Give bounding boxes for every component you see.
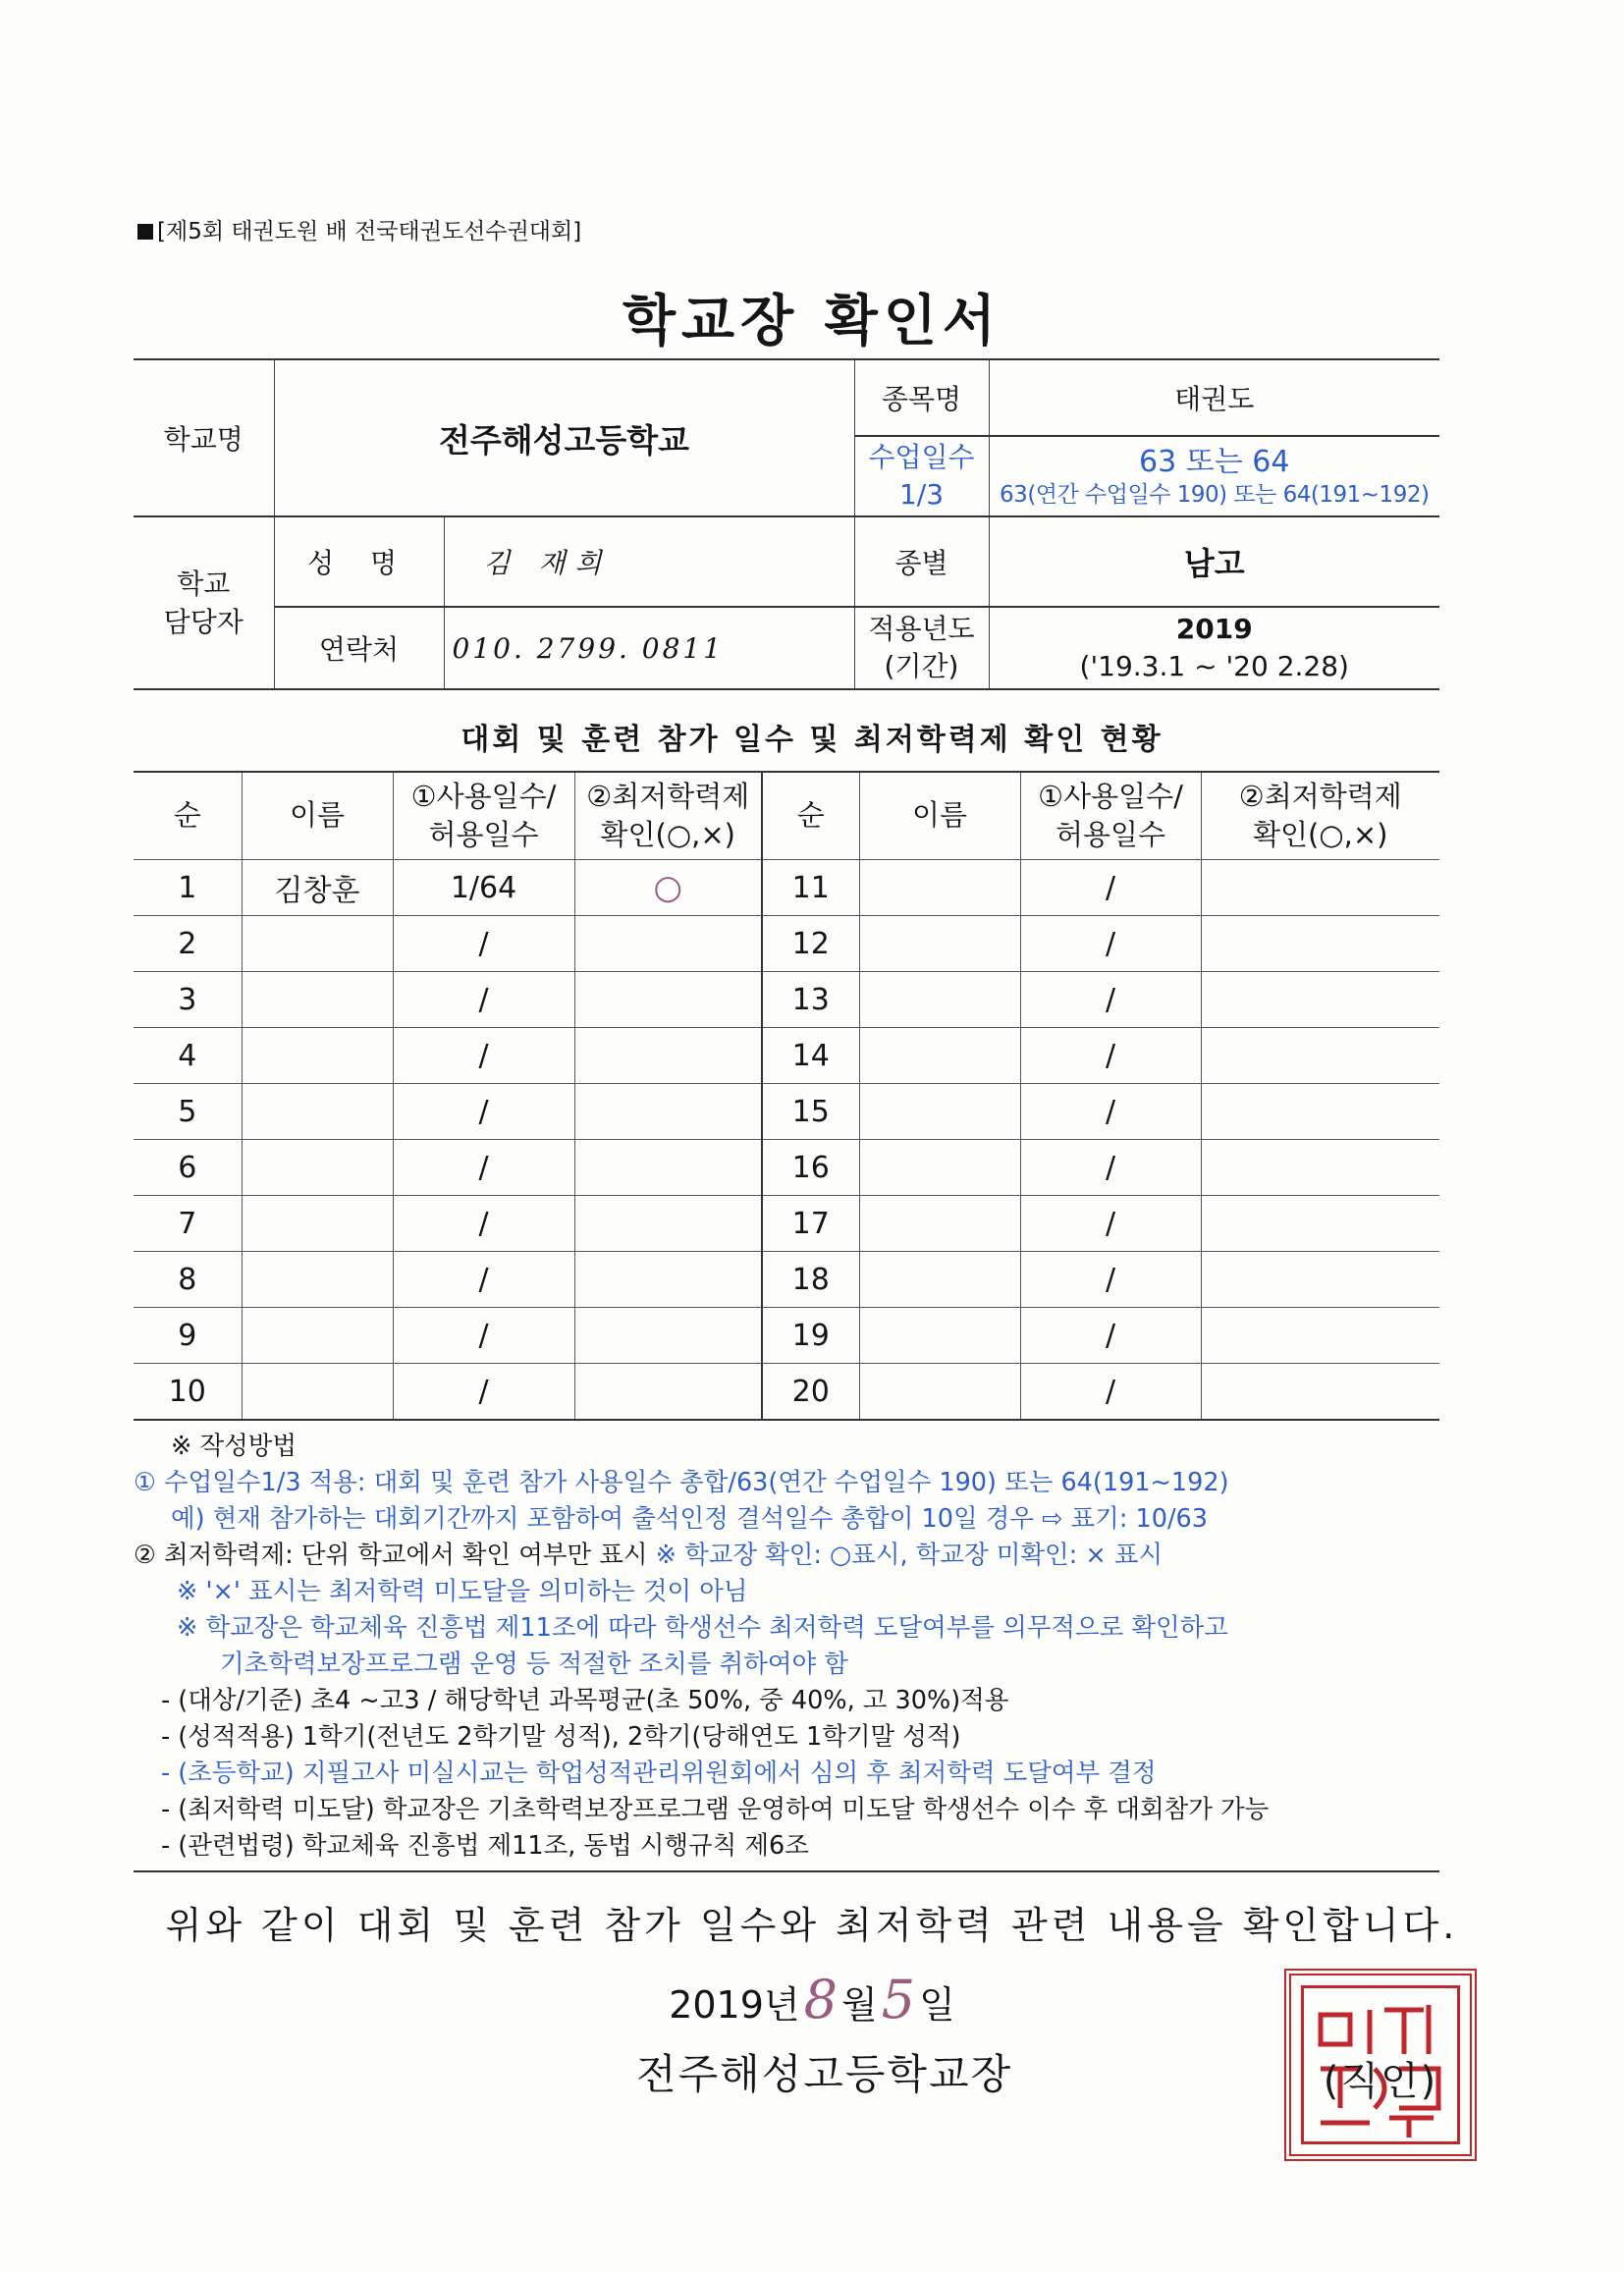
days-used: /: [1020, 1028, 1201, 1084]
instruction-line: - (대상/기준) 초4 ~고3 / 해당학년 과목평균(초 50%, 중 40%, 고 30%)적용: [161, 1686, 1009, 1715]
row-number: 9: [134, 1308, 242, 1364]
table-row: [134, 1308, 1439, 1364]
academic-check: [1201, 860, 1439, 916]
table-row: [134, 1140, 1439, 1196]
instructions: [134, 1429, 1439, 1865]
table-row: [134, 916, 1439, 972]
days-used: /: [1020, 1196, 1201, 1252]
row-number: 14: [762, 1028, 859, 1084]
instruction-line: 예) 현재 참가하는 대회기간까지 포함하여 출석인정 결석일수 총합이 10일 경우 ⇨ 표기: 10/63: [171, 1504, 1208, 1534]
days-used: /: [393, 1140, 574, 1196]
header-no: 순: [134, 772, 242, 860]
row-number: 5: [134, 1084, 242, 1140]
event-title: [제5회 태권도원 배 전국태권도선수권대회]: [137, 213, 581, 245]
academic-check: [574, 1084, 762, 1140]
participation-table: [134, 771, 1439, 1421]
row-number: 12: [762, 916, 859, 972]
days-used: /: [393, 916, 574, 972]
participant-name: [859, 1308, 1020, 1364]
document-title: 학교장 확인서: [622, 290, 1002, 353]
table-row: [134, 1252, 1439, 1308]
table-title: 대회 및 훈련 참가 일수 및 최저학력제 확인 현황: [460, 723, 1164, 757]
row-number: 16: [762, 1140, 859, 1196]
header-days: ①사용일수/ 허용일수: [1020, 772, 1201, 860]
days-used: 1/64: [393, 860, 574, 916]
header-name: 이름: [242, 772, 393, 860]
instruction-line: - (관련법령) 학교체육 진흥법 제11조, 동법 시행규칙 제6조: [161, 1831, 809, 1861]
row-number: 18: [762, 1252, 859, 1308]
participant-name: [859, 972, 1020, 1028]
instructions-heading: ※ 작성방법: [171, 1432, 298, 1461]
instruction-line: - (최저학력 미도달) 학교장은 기초학력보장프로그램 운영하여 미도달 학생선수 이수 후 대회참가 가능: [161, 1795, 1270, 1824]
academic-check: [574, 1140, 762, 1196]
handwritten-day: 5: [881, 1969, 916, 2030]
sport-value: 태권도: [989, 359, 1439, 436]
row-number: 1: [134, 860, 242, 916]
academic-check: ○: [574, 860, 762, 916]
header-check: ②최저학력제 확인(○,×): [574, 772, 762, 860]
academic-check: [1201, 972, 1439, 1028]
academic-check: [1201, 1028, 1439, 1084]
participant-name: [242, 1084, 393, 1140]
school-info-table: [134, 358, 1439, 690]
academic-check: [1201, 916, 1439, 972]
participant-name: 김창훈: [242, 860, 393, 916]
row-number: 13: [762, 972, 859, 1028]
row-number: 6: [134, 1140, 242, 1196]
row-number: 8: [134, 1252, 242, 1308]
academic-check: [574, 916, 762, 972]
category-value: 남고: [989, 516, 1439, 607]
participant-name: [242, 1308, 393, 1364]
days-used: /: [1020, 1364, 1201, 1421]
header-days: ①사용일수/ 허용일수: [393, 772, 574, 860]
principal-title: 전주해성고등학교장: [636, 2050, 1013, 2098]
participant-name: [242, 916, 393, 972]
signature-date: 2019년8 월5 일: [669, 1969, 955, 2030]
participant-name: [859, 1140, 1020, 1196]
instruction-line: ※ '×' 표시는 최저학력 미도달을 의미하는 것이 아님: [177, 1577, 748, 1606]
handwritten-manager-name: 김 재희: [444, 516, 854, 607]
school-name-label: 학교명: [134, 359, 274, 516]
days-used: /: [1020, 1140, 1201, 1196]
school-name-value: 전주해성고등학교: [274, 359, 854, 516]
academic-check: [1201, 1308, 1439, 1364]
days-used: /: [1020, 916, 1201, 972]
participant-name: [859, 1084, 1020, 1140]
participant-name: [859, 1364, 1020, 1421]
academic-check: [574, 1364, 762, 1421]
academic-check: [574, 1028, 762, 1084]
days-used: /: [393, 1028, 574, 1084]
academic-check: [1201, 1364, 1439, 1421]
days-used: /: [1020, 1308, 1201, 1364]
instruction-line: ※ 학교장은 학교체육 진흥법 제11조에 따라 학생선수 최저학력 도달여부를 의무적으로 확인하고: [177, 1613, 1228, 1643]
instruction-line: - (초등학교) 지필고사 미실시교는 학업성적관리위원회에서 심의 후 최저학력 도달여부 결정: [161, 1759, 1157, 1788]
row-number: 2: [134, 916, 242, 972]
category-label: 종별: [854, 516, 989, 607]
instruction-line: 기초학력보장프로그램 운영 등 적절한 조치를 취하여야 함: [220, 1650, 848, 1679]
instruction-line: - (성적적용) 1학기(전년도 2학기말 성적), 2학기(당해연도 1학기말 성적): [161, 1722, 961, 1752]
applicable-year-label: 적용년도 (기간): [854, 607, 989, 689]
days-used: /: [393, 1364, 574, 1421]
row-number: 4: [134, 1028, 242, 1084]
handwritten-contact-number: 010. 2799. 0811: [444, 607, 854, 689]
name-label: 성 명: [274, 516, 444, 607]
days-used: /: [393, 1084, 574, 1140]
days-used: /: [1020, 1252, 1201, 1308]
school-manager-label: 학교 담당자: [134, 516, 274, 689]
class-days-label: 수업일수 1/3: [854, 436, 989, 516]
header-name: 이름: [859, 772, 1020, 860]
academic-check: [574, 1308, 762, 1364]
participant-name: [859, 1196, 1020, 1252]
table-row: [134, 1196, 1439, 1252]
row-number: 20: [762, 1364, 859, 1421]
academic-check: [574, 1196, 762, 1252]
participant-name: [242, 972, 393, 1028]
table-row: [134, 1364, 1439, 1421]
applicable-year-value: 2019 ('19.3.1 ~ '20 2.28): [989, 607, 1439, 689]
row-number: 3: [134, 972, 242, 1028]
confirmation-statement: 위와 같이 대회 및 훈련 참가 일수와 최저학력 관련 내용을 확인합니다.: [165, 1904, 1459, 1947]
participant-name: [242, 1364, 393, 1421]
table-row: [134, 1084, 1439, 1140]
days-used: /: [393, 972, 574, 1028]
handwritten-month: 8: [803, 1969, 838, 2030]
academic-check: [1201, 1252, 1439, 1308]
days-used: /: [393, 1196, 574, 1252]
academic-check: [574, 972, 762, 1028]
row-number: 19: [762, 1308, 859, 1364]
participant-name: [242, 1140, 393, 1196]
row-number: 15: [762, 1084, 859, 1140]
table-row: [134, 972, 1439, 1028]
academic-check: [1201, 1196, 1439, 1252]
academic-check: [1201, 1140, 1439, 1196]
days-used: /: [1020, 1084, 1201, 1140]
participant-name: [859, 860, 1020, 916]
seal-label: (직인): [1323, 2059, 1438, 2104]
instruction-line: ② 최저학력제: 단위 학교에서 확인 여부만 표시 ※ 학교장 확인: ○표시, 학교장 미확인: × 표시: [134, 1541, 1164, 1570]
row-number: 11: [762, 860, 859, 916]
square-bullet-icon: [137, 224, 153, 240]
class-days-value: 63 또는 64 63(연간 수업일수 190) 또는 64(191~192): [989, 436, 1439, 516]
participant-name: [242, 1252, 393, 1308]
table-row: [134, 1028, 1439, 1084]
participant-name: [242, 1028, 393, 1084]
header-check: ②최저학력제 확인(○,×): [1201, 772, 1439, 860]
table-row: [134, 860, 1439, 916]
row-number: 10: [134, 1364, 242, 1421]
days-used: /: [1020, 860, 1201, 916]
academic-check: [1201, 1084, 1439, 1140]
row-number: 7: [134, 1196, 242, 1252]
participant-name: [859, 916, 1020, 972]
divider: [134, 1870, 1439, 1872]
header-no: 순: [762, 772, 859, 860]
days-used: /: [393, 1308, 574, 1364]
contact-label: 연락처: [274, 607, 444, 689]
participant-name: [859, 1252, 1020, 1308]
instruction-line: ① 수업일수1/3 적용: 대회 및 훈련 참가 사용일수 총합/63(연간 수업일수 190) 또는 64(191~192): [134, 1468, 1229, 1497]
participant-name: [242, 1196, 393, 1252]
days-used: /: [393, 1252, 574, 1308]
academic-check: [574, 1252, 762, 1308]
participant-name: [859, 1028, 1020, 1084]
days-used: /: [1020, 972, 1201, 1028]
sport-label: 종목명: [854, 359, 989, 436]
row-number: 17: [762, 1196, 859, 1252]
